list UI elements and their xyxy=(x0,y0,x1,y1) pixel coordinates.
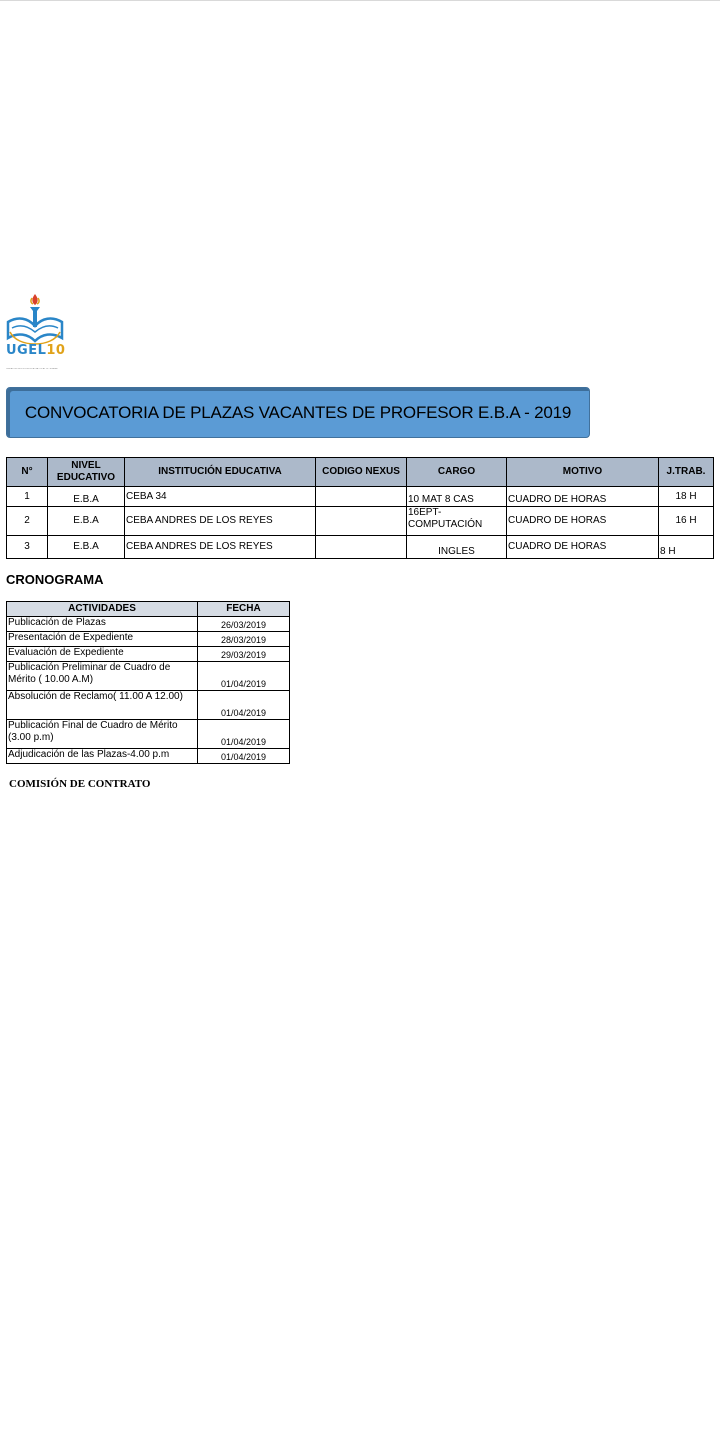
cell-actividad: Absolución de Reclamo( 11.00 A 12.00) xyxy=(7,691,198,720)
cell-institucion: CEBA ANDRES DE LOS REYES xyxy=(125,507,316,536)
header-nivel: NIVEL EDUCATIVO xyxy=(48,458,125,487)
table-row xyxy=(7,507,714,536)
cell-codigo xyxy=(316,536,407,559)
cell-fecha: 28/03/2019 xyxy=(198,632,290,647)
cell-actividad: Adjudicación de las Plazas-4.00 p.m xyxy=(7,749,198,764)
header-num: N° xyxy=(7,458,48,487)
cell-cargo: 16EPT- COMPUTACIÓN xyxy=(407,507,507,536)
cell-nivel: E.B.A xyxy=(48,507,125,536)
cell-nivel: E.B.A xyxy=(48,487,125,507)
table-header-row xyxy=(7,602,290,617)
cell-fecha: 01/04/2019 xyxy=(198,720,290,749)
book-torch-icon xyxy=(4,292,66,346)
cell-institucion: CEBA 34 xyxy=(125,487,316,507)
cell-jtrab: 18 H xyxy=(659,487,714,507)
cell-actividad: Presentación de Expediente xyxy=(7,632,198,647)
cell-jtrab: 16 H xyxy=(659,507,714,536)
cell-fecha: 01/04/2019 xyxy=(198,749,290,764)
cell-institucion: CEBA ANDRES DE LOS REYES xyxy=(125,536,316,559)
table-row xyxy=(7,632,290,647)
header-codigo: CODIGO NEXUS xyxy=(316,458,407,487)
table-row xyxy=(7,617,290,632)
cell-fecha: 01/04/2019 xyxy=(198,662,290,691)
table-row xyxy=(7,749,290,764)
logo-subtitle: UNIDAD DE GESTION EDUCATIVA LOCAL 10 - HUARAL xyxy=(6,368,58,370)
table-row xyxy=(7,487,714,507)
header-jtrab: J.TRAB. xyxy=(659,458,714,487)
table-row xyxy=(7,691,290,720)
header-cargo: CARGO xyxy=(407,458,507,487)
header-motivo: MOTIVO xyxy=(507,458,659,487)
table-header-row xyxy=(7,458,714,487)
title-banner xyxy=(6,387,590,438)
cell-codigo xyxy=(316,487,407,507)
header-actividades: ACTIVIDADES xyxy=(7,602,198,617)
banner-title: CONVOCATORIA DE PLAZAS VACANTES DE PROFESOR E.B.A - 2019 xyxy=(24,402,572,422)
cell-num: 2 xyxy=(7,507,48,536)
comision-signature: COMISIÓN DE CONTRATO xyxy=(9,778,151,790)
cronograma-table xyxy=(6,601,290,764)
cell-actividad: Publicación Preliminar de Cuadro de Mérito ( 10.00 A.M) xyxy=(7,662,198,691)
header-fecha: FECHA xyxy=(198,602,290,617)
ugel10-logo xyxy=(4,292,66,372)
table-row xyxy=(7,720,290,749)
cell-actividad: Publicación Final de Cuadro de Mérito (3.00 p.m) xyxy=(7,720,198,749)
cell-num: 3 xyxy=(7,536,48,559)
cell-fecha: 01/04/2019 xyxy=(198,691,290,720)
cell-motivo: CUADRO DE HORAS xyxy=(507,507,659,536)
cell-actividad: Evaluación de Expediente xyxy=(7,647,198,662)
cell-jtrab: 8 H xyxy=(659,536,714,559)
cell-nivel: E.B.A xyxy=(48,536,125,559)
cell-fecha: 29/03/2019 xyxy=(198,647,290,662)
cell-num: 1 xyxy=(7,487,48,507)
cell-motivo: CUADRO DE HORAS xyxy=(507,487,659,507)
table-row xyxy=(7,662,290,691)
cell-motivo: CUADRO DE HORAS xyxy=(507,536,659,559)
cell-actividad: Publicación de Plazas xyxy=(7,617,198,632)
cell-cargo: 10 MAT 8 CAS xyxy=(407,487,507,507)
page-top-border xyxy=(0,0,720,1)
table-row xyxy=(7,647,290,662)
table-row xyxy=(7,536,714,559)
cell-cargo: INGLES xyxy=(407,536,507,559)
header-institucion: INSTITUCIÓN EDUCATIVA xyxy=(125,458,316,487)
cronograma-title: CRONOGRAMA xyxy=(6,572,104,587)
cell-codigo xyxy=(316,507,407,536)
plazas-table xyxy=(6,457,714,559)
cell-fecha: 26/03/2019 xyxy=(198,617,290,632)
logo-brand-text: UGEL10 xyxy=(6,343,66,358)
